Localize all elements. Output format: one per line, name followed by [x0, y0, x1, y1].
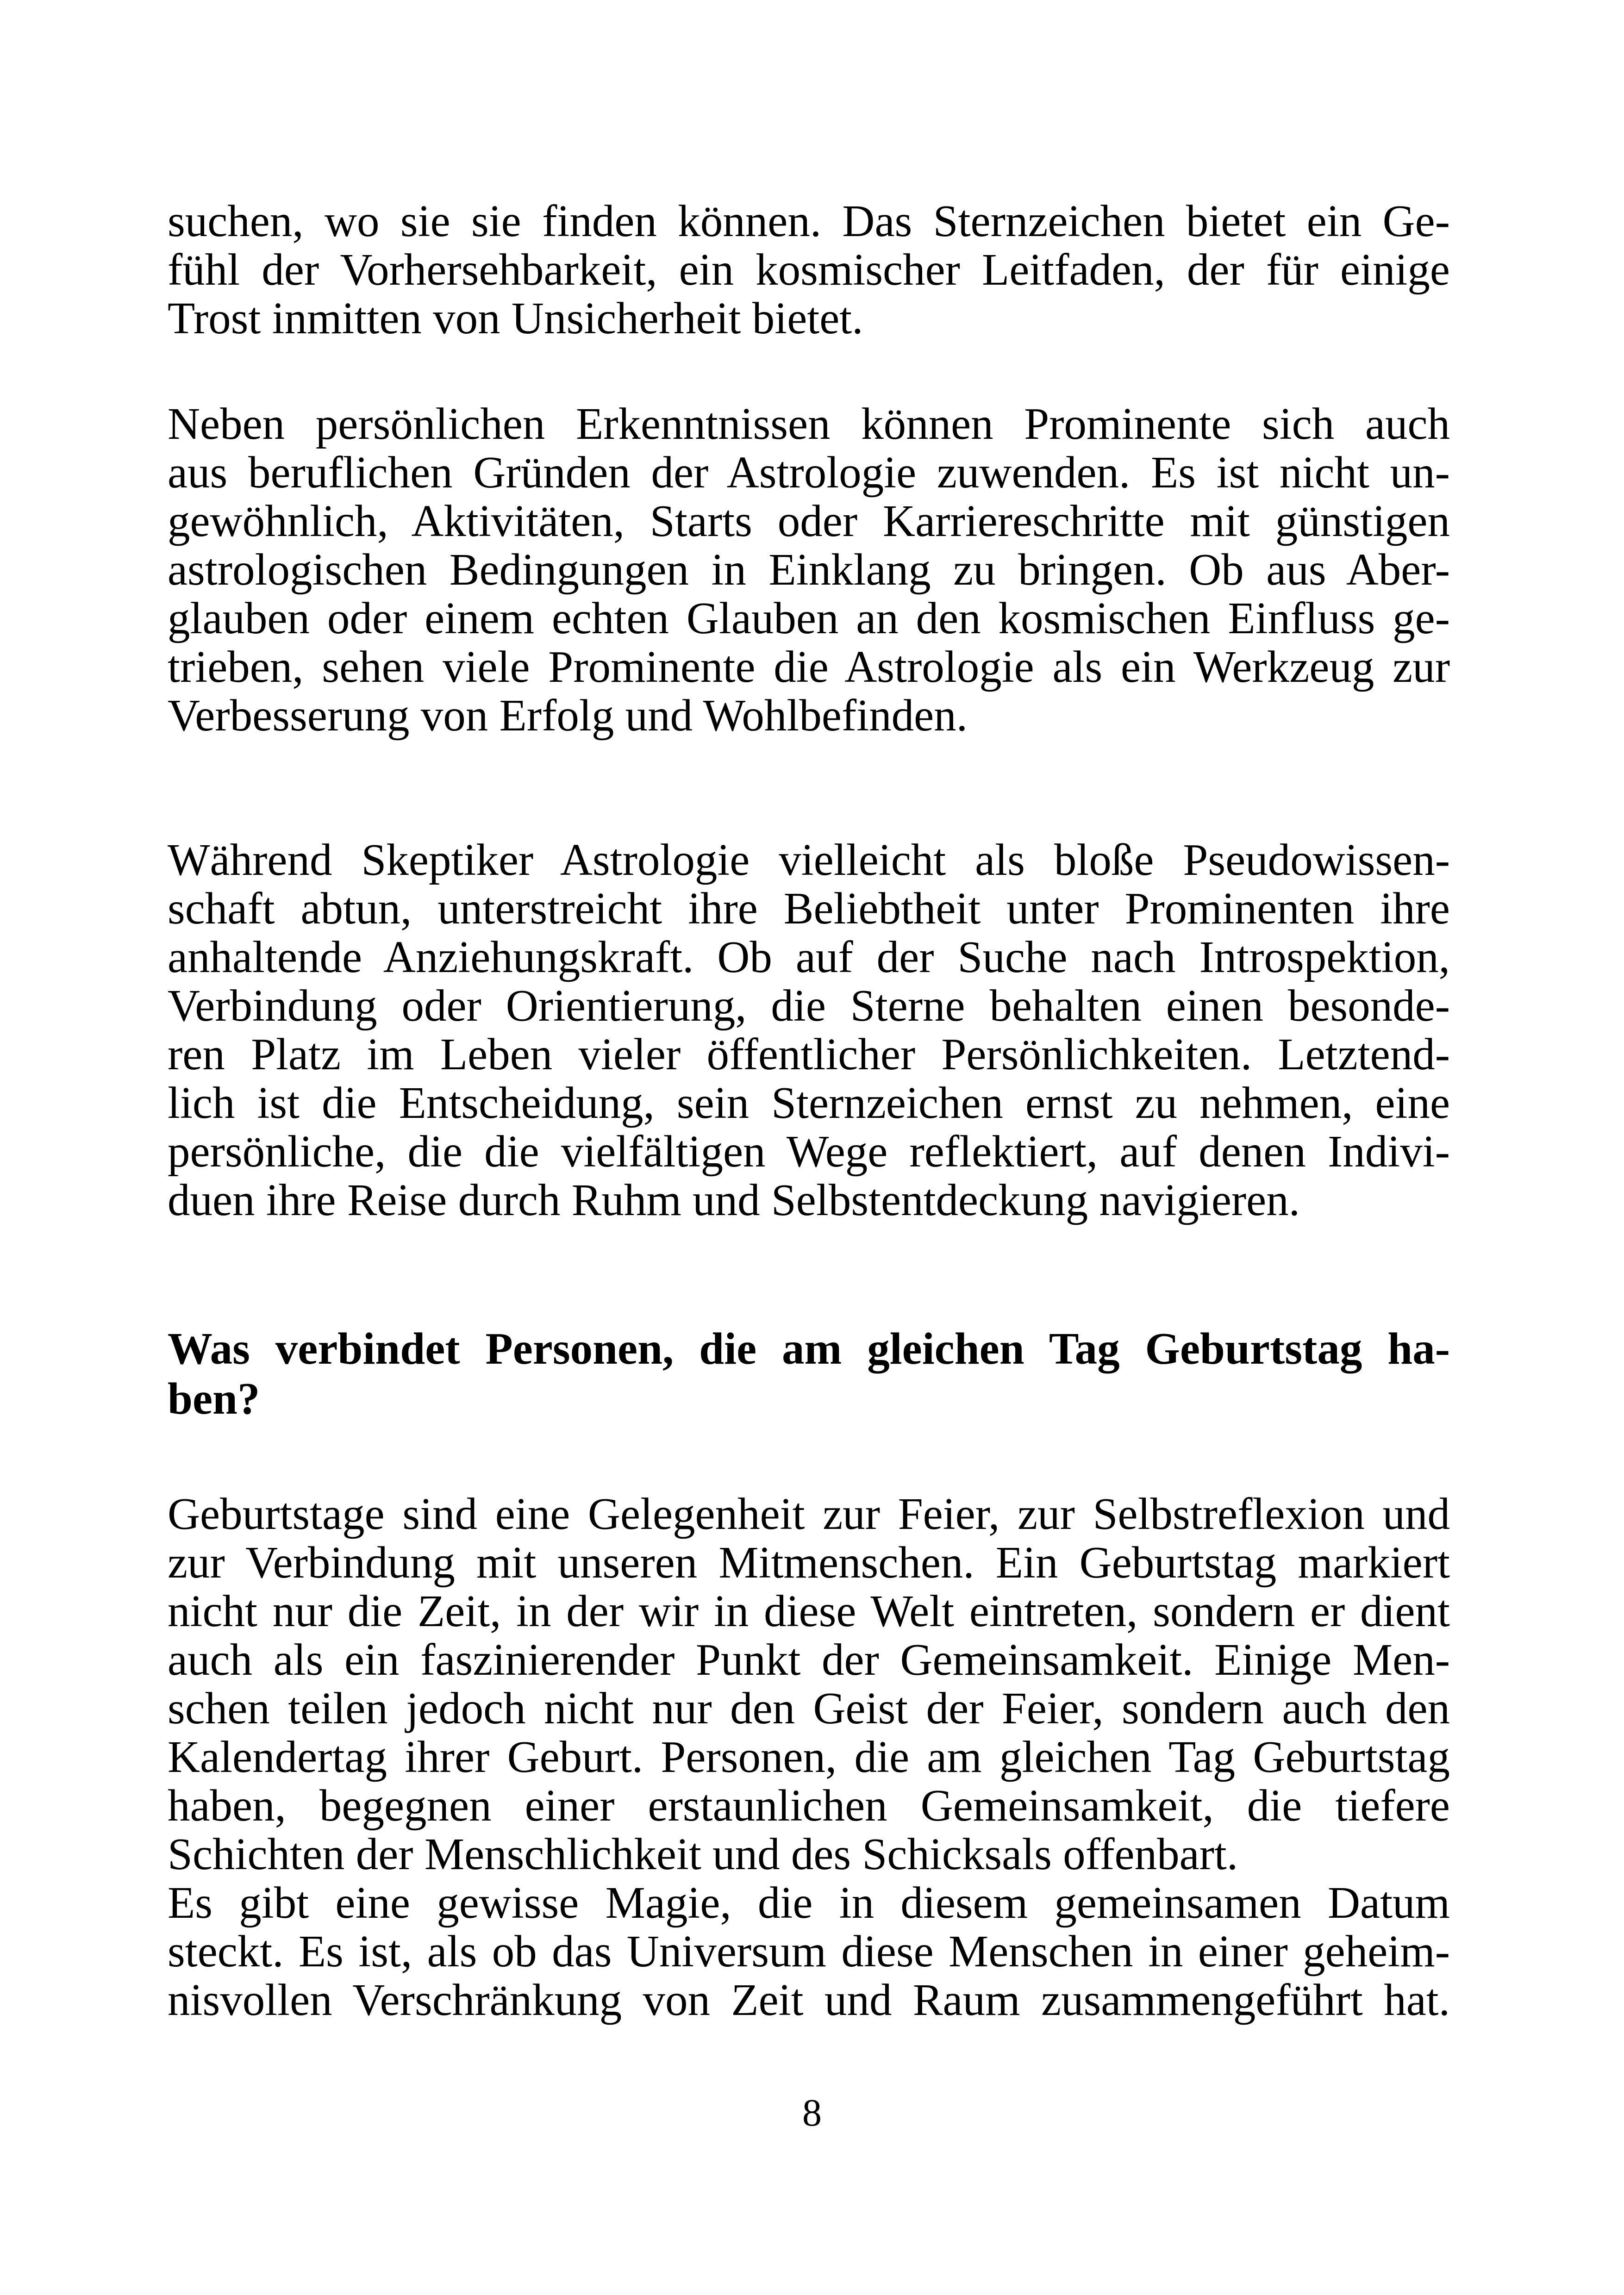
paragraph-3	[168, 836, 1450, 1224]
text-line: Schichten der Menschlichkeit und des Schicksals offenbart.	[168, 1829, 1238, 1879]
text-line: suchen, wo sie sie finden können. Das Sternzeichen bietet ein Ge-	[168, 196, 1450, 246]
paragraph-5	[168, 1878, 1450, 2024]
text-line: astrologischen Bedingungen in Einklang zu bringen. Ob aus Aber-	[168, 545, 1450, 594]
text-line: nisvollen Verschränkung von Zeit und Raum zusammengeführt hat.	[168, 1975, 1450, 2025]
paragraph-4	[168, 1490, 1450, 1878]
text-line: zur Verbindung mit unseren Mitmenschen. Ein Geburtstag markiert	[168, 1538, 1450, 1587]
text-line: Während Skeptiker Astrologie vielleicht als bloße Pseudowissen-	[168, 835, 1450, 885]
text-line: Trost inmitten von Unsicherheit bietet.	[168, 293, 863, 343]
text-line: schaft abtun, unterstreicht ihre Beliebtheit unter Prominenten ihre	[168, 884, 1450, 933]
section-heading	[168, 1324, 1450, 1424]
text-line: nicht nur die Zeit, in der wir in diese Welt eintreten, sondern er dient	[168, 1586, 1450, 1636]
paragraph-1	[168, 197, 1450, 343]
paragraph-2	[168, 399, 1450, 740]
text-line: haben, begegnen einer erstaunlichen Gemeinsamkeit, die tiefere	[168, 1781, 1450, 1830]
text-line: glauben oder einem echten Glauben an den kosmischen Einfluss ge-	[168, 593, 1450, 643]
text-line: lich ist die Entscheidung, sein Sternzeichen ernst zu nehmen, eine	[168, 1078, 1450, 1128]
text-line: auch als ein faszinierender Punkt der Gemeinsamkeit. Einige Men-	[168, 1635, 1450, 1684]
page-number: 8	[802, 2091, 822, 2134]
text-line: ren Platz im Leben vieler öffentlicher Persönlichkeiten. Letztend-	[168, 1029, 1450, 1079]
heading-line: Was verbindet Personen, die am gleichen Tag Geburtstag ha-	[168, 1324, 1450, 1373]
text-line: Geburtstage sind eine Gelegenheit zur Feier, zur Selbstreflexion und	[168, 1489, 1450, 1539]
text-line: Es gibt eine gewisse Magie, die in diesem gemeinsamen Datum	[168, 1878, 1450, 1927]
text-line: Verbindung oder Orientierung, die Sterne behalten einen besonde-	[168, 981, 1450, 1030]
text-line: gewöhnlich, Aktivitäten, Starts oder Karriereschritte mit günstigen	[168, 496, 1450, 546]
text-line: Verbesserung von Erfolg und Wohlbefinden.	[168, 691, 968, 740]
text-line: Kalendertag ihrer Geburt. Personen, die am gleichen Tag Geburtstag	[168, 1732, 1450, 1782]
text-line: trieben, sehen viele Prominente die Astrologie als ein Werkzeug zur	[168, 642, 1450, 692]
text-line: persönliche, die die vielfältigen Wege reflektiert, auf denen Indivi-	[168, 1127, 1450, 1176]
text-line: schen teilen jedoch nicht nur den Geist der Feier, sondern auch den	[168, 1684, 1450, 1733]
text-line: anhaltende Anziehungskraft. Ob auf der Suche nach Introspektion,	[168, 932, 1450, 982]
heading-line: ben?	[168, 1374, 260, 1423]
text-line: steckt. Es ist, als ob das Universum diese Menschen in einer geheim-	[168, 1927, 1450, 1976]
text-line: fühl der Vorhersehbarkeit, ein kosmischer Leitfaden, der für einige	[168, 245, 1450, 294]
text-line: duen ihre Reise durch Ruhm und Selbstentdeckung navigieren.	[168, 1175, 1300, 1225]
text-line: aus beruflichen Gründen der Astrologie zuwenden. Es ist nicht un-	[168, 448, 1450, 497]
text-line: Neben persönlichen Erkenntnissen können Prominente sich auch	[168, 399, 1450, 449]
